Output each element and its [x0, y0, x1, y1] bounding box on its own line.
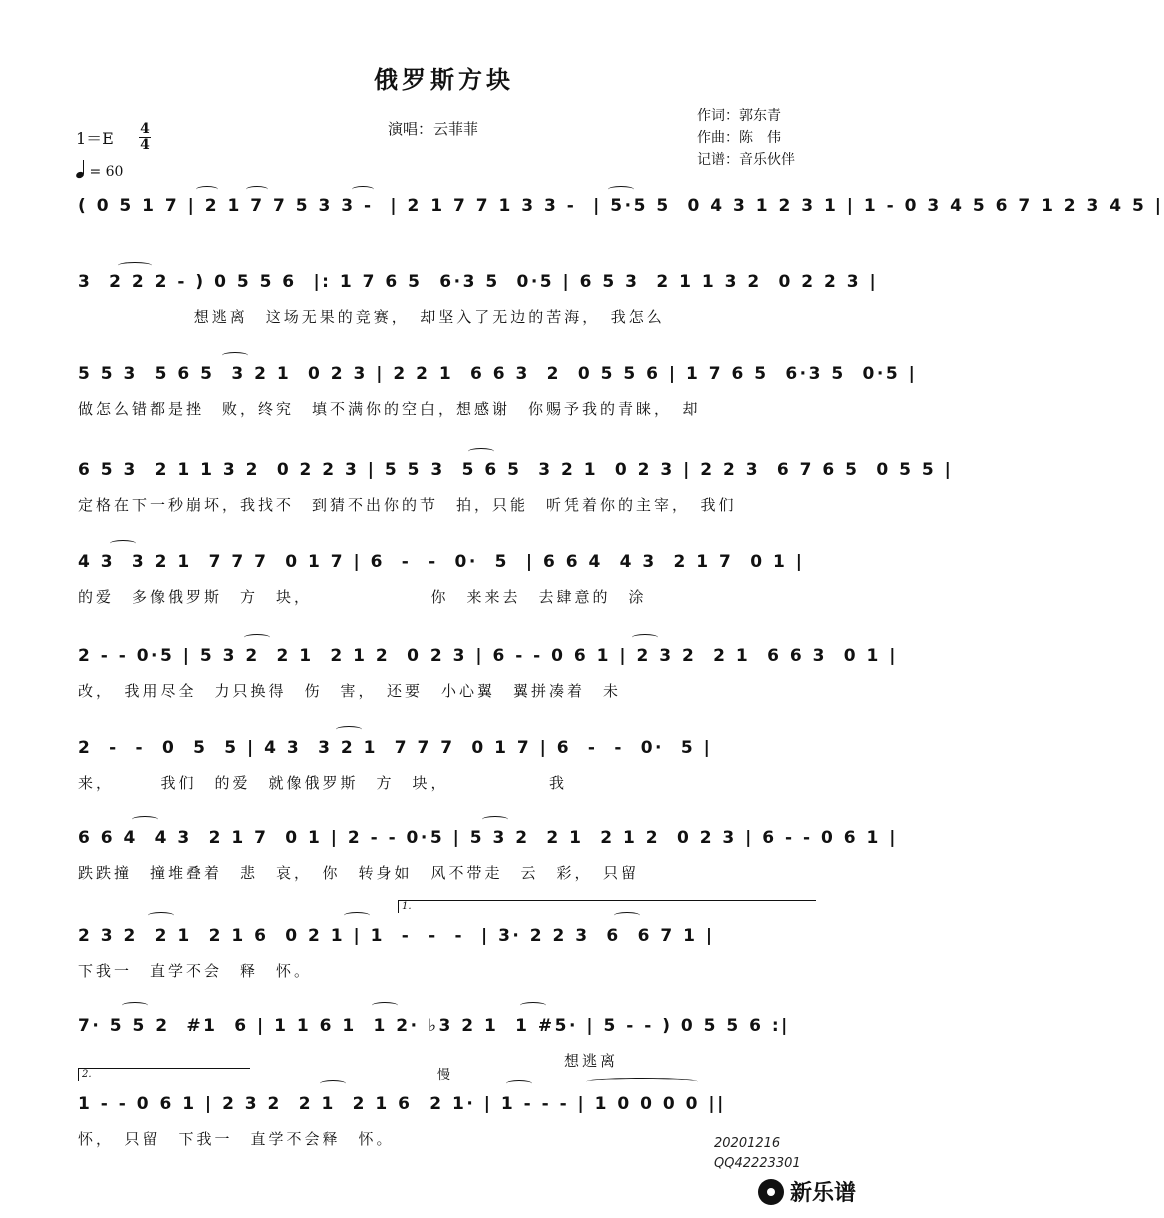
score-row-4: [78, 460, 954, 550]
slur: [320, 1080, 346, 1087]
slur: [118, 262, 152, 269]
slur: [614, 912, 640, 919]
slur: [246, 186, 268, 193]
lyric-line: 下我一 直学不会 释 怀。: [78, 962, 313, 980]
score-row-5: [78, 552, 824, 642]
slur: [586, 1078, 698, 1085]
slur: [608, 186, 634, 193]
lyric-line: 定格在下一秒崩坏，我找不 到猜不出你的节 拍，只能 听凭着你的主宰， 我们: [78, 496, 737, 514]
slur: [372, 1002, 398, 1009]
score-row-11: [78, 1094, 824, 1184]
brand-logo: [758, 1176, 856, 1207]
lyric-line: 来， 我们 的爱 就像俄罗斯 方 块， 我: [78, 774, 568, 792]
score-title: 俄罗斯方块: [374, 65, 514, 94]
volta-first-ending: 1.: [398, 900, 816, 913]
notation-line: 6 6 4 4 3 2 1 7 0 1 | 2 - - 0·5 | 5 3 2 2 1 2 1 2 0 2 3 | 6 - - 0 6 1 |: [78, 828, 898, 848]
score-row-6: [78, 646, 898, 736]
slur: [520, 1002, 546, 1009]
slur: [482, 816, 508, 823]
tempo-value: = 60: [89, 164, 124, 180]
brand-name: 新乐谱: [790, 1181, 857, 1206]
time-signature: [139, 122, 151, 153]
score-row-3: [78, 364, 918, 454]
notation-line: 6 5 3 2 1 1 3 2 0 2 2 3 | 5 5 3 5 6 5 3 2 1 0 2 3 | 2 2 3 6 7 6 5 0 5 5 |: [78, 460, 954, 480]
slur: [196, 186, 218, 193]
notation-line: 2 - - 0 5 5 | 4 3 3 2 1 7 7 7 0 1 7 | 6 - - 0· 5 |: [78, 738, 713, 758]
singer-credit: 演唱：云菲菲: [388, 120, 479, 138]
date-stamp: 20201216: [714, 1136, 781, 1151]
transcriber-credit: 记谱：音乐伙伴: [697, 152, 795, 168]
score-row-7: [78, 738, 824, 828]
notation-line: 4 3 3 2 1 7 7 7 0 1 7 | 6 - - 0· 5 | 6 6 4 4 3 2 1 7 0 1 |: [78, 552, 805, 572]
slur: [244, 634, 270, 641]
slur: [132, 816, 158, 823]
lyric-line: 改， 我用尽全 力只换得 伤 害， 还要 小心翼 翼拼凑着 未: [78, 682, 622, 700]
score-row-10: [78, 1016, 824, 1106]
composer-credit: 作曲：陈 伟: [697, 130, 781, 146]
lyric-line: 的爱 多像俄罗斯 方 块， 你 来来去 去肆意的 涂: [78, 588, 647, 606]
notation-line: 3 2 2 2 - ) 0 5 5 6 |: 1 7 6 5 6·3 5 0·5 | 6 5 3 2 1 1 3 2 0 2 2 3 |: [78, 272, 879, 292]
volta-second-ending: 2.: [78, 1068, 250, 1081]
slur: [148, 912, 174, 919]
slur: [468, 448, 494, 455]
notation-line: ( 0 5 1 7 | 2 1 7 7 5 3 3 - | 2 1 7 7 1 3 3 - | 5·5 5 0 4 3 1 2 3 1 | 1 - 0 3 4 5 6 7 1 2 3 4 5 |: [78, 196, 1164, 216]
notation-line: 7· 5 5 2 #1 6 | 1 1 6 1 1 2· ♭3 2 1 1 #5· | 5 - - ) 0 5 5 6 :|: [78, 1016, 790, 1036]
vinyl-record-icon: [758, 1179, 784, 1205]
lyricist-credit: 作词：郭东青: [697, 108, 781, 124]
notation-line: 1 - - 0 6 1 | 2 3 2 2 1 2 1 6 2 1· | 1 - - - | 1 0 0 0 0 ||: [78, 1094, 726, 1114]
lyric-line: 怀， 只留 下我一 直学不会释 怀。: [78, 1130, 395, 1148]
slur: [632, 634, 658, 641]
slur: [344, 912, 370, 919]
qq-stamp: QQ42223301: [714, 1156, 801, 1171]
slur: [352, 186, 374, 193]
slur: [110, 540, 136, 547]
notation-line: 2 3 2 2 1 2 1 6 0 2 1 | 1 - - - | 3· 2 2 3 6 6 7 1 |: [78, 926, 715, 946]
slur: [506, 1080, 532, 1087]
slur: [336, 726, 362, 733]
score-row-2: [78, 272, 879, 362]
lyric-line: 想逃离 这场无果的竞赛， 却坚入了无边的苦海， 我怎么: [78, 308, 665, 326]
credits-block: [697, 105, 795, 171]
key-signature: 1＝E: [76, 129, 114, 148]
lyric-line: 想逃离: [78, 1052, 619, 1070]
score-row-9: [78, 926, 824, 1016]
slur: [222, 352, 248, 359]
time-signature-bottom: 4: [140, 137, 150, 153]
slur: [122, 1002, 148, 1009]
notation-line: 5 5 3 5 6 5 3 2 1 0 2 3 | 2 2 1 6 6 3 2 0 5 5 6 | 1 7 6 5 6·3 5 0·5 |: [78, 364, 918, 384]
notation-line: 2 - - 0·5 | 5 3 2 2 1 2 1 2 0 2 3 | 6 - - 0 6 1 | 2 3 2 2 1 6 6 3 0 1 |: [78, 646, 898, 666]
tempo-slow-mark: 慢: [437, 1068, 451, 1083]
tempo-mark: [76, 162, 123, 180]
lyric-line: 做怎么错都是挫 败，终究 填不满你的空白，想感谢 你赐予我的青睐， 却: [78, 400, 701, 418]
time-signature-top: 4: [140, 121, 150, 137]
lyric-line: 跌跌撞 撞堆叠着 悲 哀， 你 转身如 风不带走 云 彩， 只留: [78, 864, 640, 882]
